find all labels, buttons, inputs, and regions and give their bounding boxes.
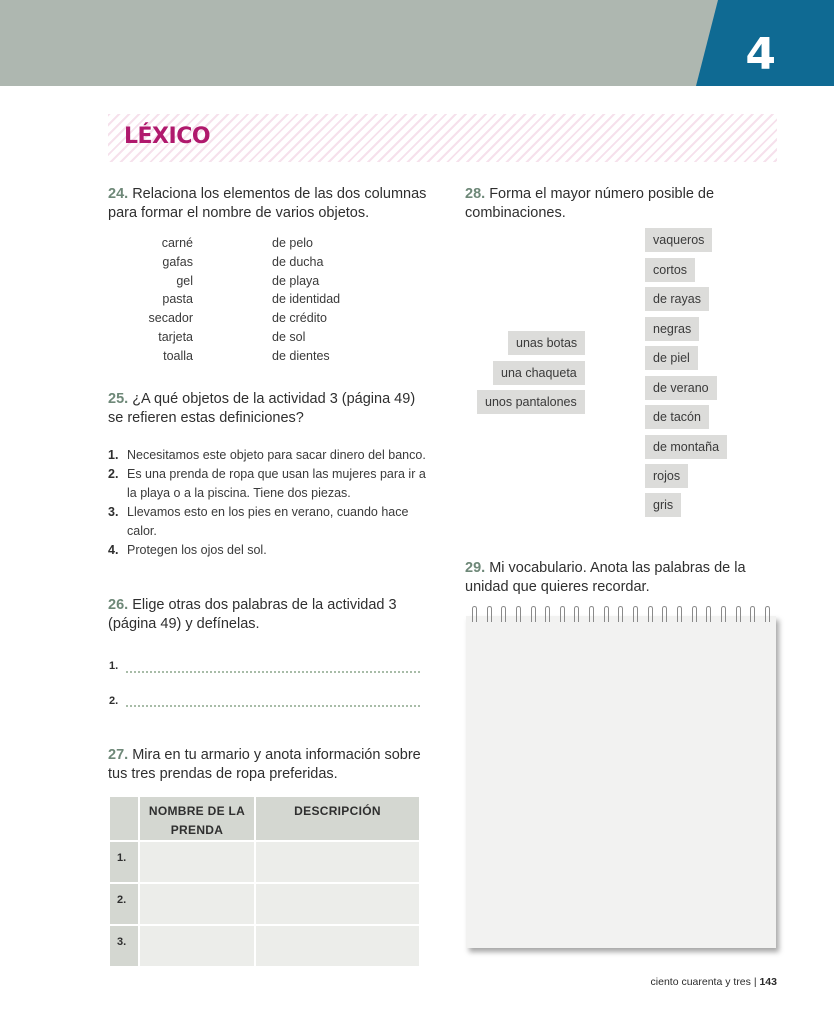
table-cell[interactable]: [139, 883, 255, 925]
list-item: de ducha: [272, 254, 324, 269]
item-text: Protegen los ojos del sol.: [127, 543, 267, 557]
word-tag[interactable]: de tacón: [645, 405, 709, 429]
spiral-ring-icon: [736, 606, 741, 622]
spiral-ring-icon: [706, 606, 711, 622]
word-tag[interactable]: de rayas: [645, 287, 709, 311]
spiral-ring-icon: [560, 606, 565, 622]
section-title-band: [108, 114, 777, 162]
unit-number: 4: [745, 29, 776, 80]
answer-line-number: 2.: [109, 695, 119, 707]
list-item: [108, 541, 428, 560]
page-footer: [651, 976, 777, 988]
table-corner: [109, 796, 139, 841]
activity-number: 24.: [108, 186, 129, 202]
word-tag[interactable]: cortos: [645, 258, 695, 282]
activity-text: Mira en tu armario y anota información sobre tus tres prendas de ropa preferidas.: [108, 747, 421, 782]
spiral-ring-icon: [721, 606, 726, 622]
activity-number: 28.: [465, 186, 486, 202]
notebook-page[interactable]: [466, 616, 776, 948]
list-item: de playa: [272, 273, 320, 288]
column-right: [272, 234, 392, 366]
table-cell[interactable]: [255, 883, 420, 925]
word-tag[interactable]: gris: [645, 493, 681, 517]
activity-number: 26.: [108, 597, 129, 613]
word-tag[interactable]: de montaña: [645, 435, 727, 459]
spiral-ring-icon: [487, 606, 492, 622]
list-item: pasta: [162, 292, 193, 307]
row-number: 1.: [109, 841, 139, 883]
word-tag[interactable]: de piel: [645, 346, 698, 370]
list-item: de sol: [272, 329, 306, 344]
list-item: toalla: [163, 348, 193, 363]
word-tag[interactable]: vaqueros: [645, 228, 712, 252]
item-number: 4.: [108, 543, 119, 557]
item-text: Es una prenda de ropa que usan las mujeres para ir a la playa o a la piscina. Tiene dos piezas.: [127, 467, 426, 500]
spiral-ring-icon: [501, 606, 506, 622]
spiral-rings: [468, 606, 774, 626]
activity-26-prompt: [108, 596, 428, 634]
list-item: de dientes: [272, 348, 330, 363]
definitions-list: [108, 446, 428, 560]
activity-text: Mi vocabulario. Anota las palabras de la unidad que quieres recordar.: [465, 560, 746, 595]
table-cell[interactable]: [255, 925, 420, 967]
page-number: 143: [759, 976, 777, 988]
spiral-ring-icon: [545, 606, 550, 622]
spiral-ring-icon: [750, 606, 755, 622]
activity-24-prompt: [108, 185, 428, 223]
activity-text: Forma el mayor número posible de combinaciones.: [465, 186, 715, 221]
list-item: carné: [161, 236, 193, 250]
list-item: secador: [148, 311, 193, 326]
word-tag[interactable]: unas botas: [508, 331, 585, 355]
spiral-ring-icon: [604, 606, 609, 622]
spiral-ring-icon: [618, 606, 623, 622]
item-number: 2.: [108, 467, 119, 481]
word-tag[interactable]: negras: [645, 317, 699, 341]
list-item: [108, 446, 428, 465]
answer-line-2[interactable]: [126, 704, 420, 707]
list-item: de identidad: [272, 292, 341, 307]
section-title: LÉXICO: [124, 124, 211, 149]
list-item: [108, 503, 428, 541]
word-tag[interactable]: unos pantalones: [477, 390, 585, 414]
column-header-name: NOMBRE DE LA PRENDA: [139, 796, 255, 841]
list-item: gel: [176, 273, 193, 288]
spiral-ring-icon: [662, 606, 667, 622]
row-number: 2.: [109, 883, 139, 925]
item-text: Llevamos esto en los pies en verano, cuando hace calor.: [127, 505, 409, 538]
item-number: 3.: [108, 505, 119, 519]
clothes-table: [108, 795, 421, 968]
table-row: [109, 883, 420, 925]
footer-text: ciento cuarenta y tres |: [650, 976, 760, 988]
spiral-ring-icon: [472, 606, 477, 622]
spiral-ring-icon: [692, 606, 697, 622]
list-item: de pelo: [272, 236, 314, 250]
spiral-ring-icon: [574, 606, 579, 622]
list-item: tarjeta: [158, 329, 193, 344]
table-row: [109, 841, 420, 883]
list-item: de crédito: [272, 311, 327, 326]
activity-number: 27.: [108, 747, 129, 763]
activity-number: 25.: [108, 391, 129, 407]
column-header-description: DESCRIPCIÓN: [255, 796, 420, 841]
list-item: gafas: [162, 254, 193, 269]
table-row: [109, 925, 420, 967]
activity-29-prompt: [465, 559, 765, 597]
spiral-ring-icon: [648, 606, 653, 622]
answer-line-number: 1.: [109, 660, 119, 672]
word-tag[interactable]: de verano: [645, 376, 717, 400]
word-tag[interactable]: rojos: [645, 464, 688, 488]
spiral-ring-icon: [677, 606, 682, 622]
spiral-ring-icon: [589, 606, 594, 622]
activity-number: 29.: [465, 560, 486, 576]
table-cell[interactable]: [139, 925, 255, 967]
spiral-ring-icon: [531, 606, 536, 622]
list-item: [108, 465, 428, 503]
answer-line-1[interactable]: [126, 670, 420, 673]
spiral-ring-icon: [765, 606, 770, 622]
item-text: Necesitamos este objeto para sacar dinero del banco.: [127, 448, 426, 462]
row-number: 3.: [109, 925, 139, 967]
activity-text: Elige otras dos palabras de la actividad 3 (página 49) y defínelas.: [108, 597, 397, 632]
activity-28-prompt: [465, 185, 765, 223]
spiral-ring-icon: [633, 606, 638, 622]
activity-25-prompt: [108, 390, 428, 428]
word-tag[interactable]: una chaqueta: [493, 361, 585, 385]
activity-text: Relaciona los elementos de las dos columnas para formar el nombre de varios objetos.: [108, 186, 427, 221]
item-number: 1.: [108, 448, 119, 462]
activity-text: ¿A qué objetos de la actividad 3 (página 49) se refieren estas definiciones?: [108, 391, 416, 426]
column-left: [120, 234, 193, 366]
table-cell[interactable]: [255, 841, 420, 883]
spiral-ring-icon: [516, 606, 521, 622]
table-cell[interactable]: [139, 841, 255, 883]
activity-27-prompt: [108, 746, 428, 784]
